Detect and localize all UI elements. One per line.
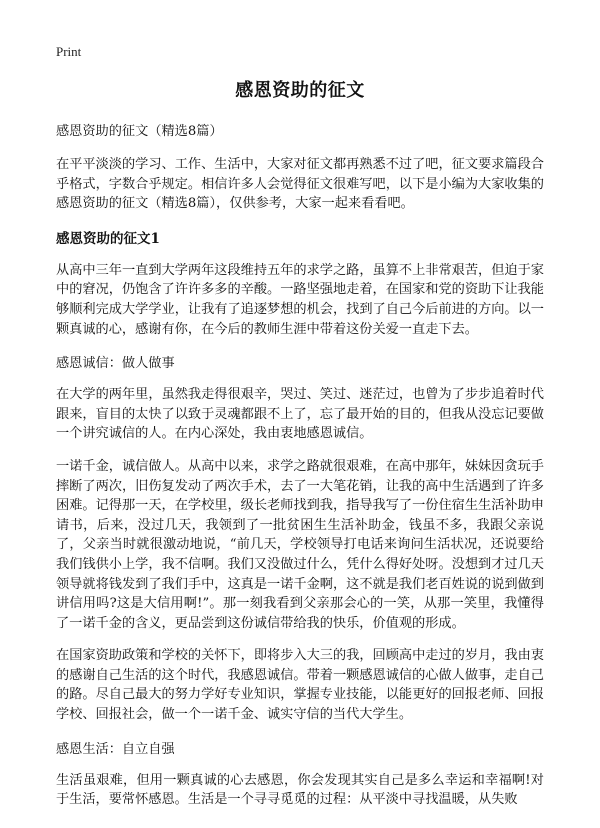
essay-1-heading: 感恩资助的征文1: [56, 230, 160, 247]
section-heading-integrity: 感恩诚信：做人做事: [56, 356, 175, 372]
essay-1-paragraph-5: 生活虽艰难，但用一颗真诚的心去感恩，你会发现其实自己是多么幸运和幸福啊!对于生活，要常怀感恩。生活是一个寻寻觅觅的过程：从平淡中寻找温暖，从失败: [56, 772, 544, 808]
print-link[interactable]: Print: [56, 44, 82, 59]
essay-1-paragraph-4: 在国家资助政策和学校的关怀下，即将步入大三的我，回顾高中走过的岁月，我由衷的感谢自己生活的这个时代，我感恩诚信。带着一颗感恩诚信的心做人做事，走自己的路。尽自己最大的努力学好专业知识，掌握专业技能，以能更好的回报老师、回报学校、回报社会，做一个一诺千金、诚实守信的当代大学生。: [56, 648, 544, 723]
essay-1-paragraph-1: 从高中三年一直到大学两年这段维持五年的求学之路，虽算不上非常艰苦，但迫于家中的窘况，仍饱含了许许多多的辛酸。一路坚强地走着，在国家和党的资助下让我能够顺利完成大学学业，让我有了追逐梦想的机会，找到了自己今后前进的方向。以一颗真诚的心，感谢有你，在今后的教师生涯中带着这份关爱一直走下去。: [56, 262, 544, 337]
essay-1-paragraph-3: 一诺千金，诚信做人。从高中以来，求学之路就很艰难，在高中那年，妹妹因贪玩手摔断了两次，旧伤复发动了两次手术，去了一大笔花销，让我的高中生活遇到了许多困难。记得那一天，在学校里，级长老师找到我，指导我写了一份住宿生生活补助申请书，后来，没过几天，我领到了一批贫困生生活补助金，钱虽不多，我跟父亲说了，父亲当时就很激动地说，“前几天，学校领导打电话来询问生活状况，还说要给我们钱供小上学，我不信啊。我们又没做过什么，凭什么得好处呀。没想到才过几天领导就将钱发到了我们手中，这真是一诺千金啊，这不就是我们老百姓说的说到做到讲信用吗?这是大信用啊!”。那一刻我看到父亲那会心的一笑，从那一笑里，我懂得了一诺千金的含义，更品尝到这份诚信带给我的快乐，价值观的形成。: [56, 458, 544, 631]
page-title: 感恩资助的征文: [235, 80, 365, 101]
section-heading-self-reliance: 感恩生活：自立自强: [56, 741, 175, 757]
document-body: [56, 76, 544, 823]
intro-paragraph: 在平平淡淡的学习、工作、生活中，大家对征文都再熟悉不过了吧，征文要求篇段合乎格式，字数合乎规定。相信许多人会觉得征文很难写吧，以下是小编为大家收集的感恩资助的征文（精选8篇），仅供参考，大家一起来看看吧。: [56, 157, 544, 212]
essay-1-paragraph-2: 在大学的两年里，虽然我走得很艰辛，哭过、笑过、迷茫过，也曾为了步步追着时代跟来，盲目的太快了以致于灵魂都跟不上了，忘了最开始的目的，但我从没忘记要做一个讲究诚信的人。在内心深处，我由衷地感恩诚信。: [56, 387, 544, 442]
document-subtitle: 感恩资助的征文（精选8篇）: [56, 124, 223, 139]
